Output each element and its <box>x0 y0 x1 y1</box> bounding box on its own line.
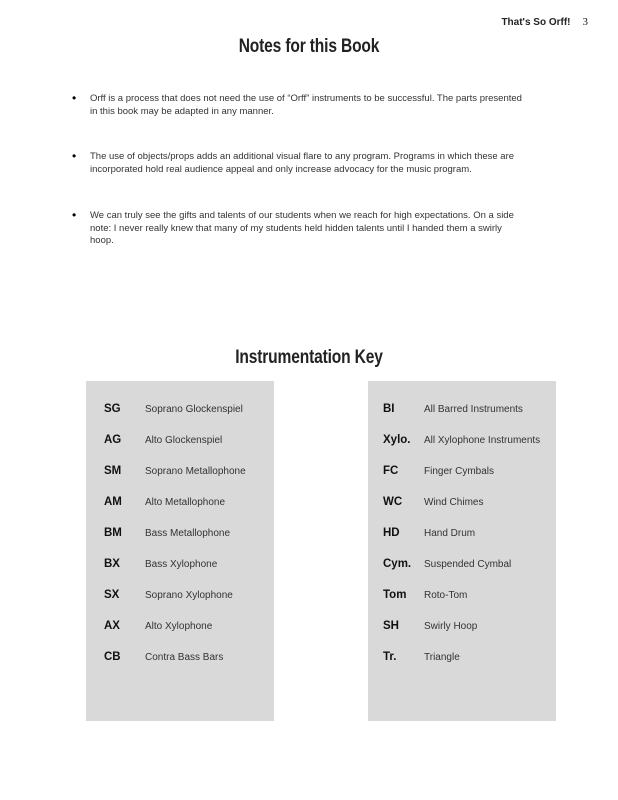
key-row <box>368 465 494 485</box>
instrument-name: Bass Metallophone <box>145 528 231 539</box>
bullet-icon: • <box>72 91 77 105</box>
book-title: That's So Orff! <box>501 17 571 28</box>
instrument-abbreviation: AX <box>104 620 120 632</box>
instrument-name: Alto Glockenspiel <box>145 435 223 446</box>
instrument-abbreviation: SM <box>104 465 122 477</box>
instrument-name: Soprano Metallophone <box>145 466 246 477</box>
instrument-abbreviation: AG <box>104 434 122 446</box>
note-item <box>72 210 528 248</box>
bullet-icon: • <box>72 149 77 163</box>
instrument-key-left-panel <box>86 381 274 721</box>
instrument-name: Bass Xylophone <box>145 559 218 570</box>
instrument-abbreviation: CB <box>104 651 121 663</box>
instrument-abbreviation: BI <box>383 403 395 415</box>
instrument-name: Swirly Hoop <box>424 621 478 632</box>
instrument-abbreviation: Tr. <box>383 651 397 663</box>
key-row <box>368 403 523 423</box>
key-row <box>86 620 212 640</box>
key-row <box>368 496 483 516</box>
instrument-name: Contra Bass Bars <box>145 652 224 663</box>
running-header <box>501 16 588 28</box>
instrument-name: Alto Xylophone <box>145 621 213 632</box>
key-row <box>368 434 540 454</box>
instrument-abbreviation: SX <box>104 589 120 601</box>
key-row <box>368 651 460 671</box>
instrument-name: Roto-Tom <box>424 590 468 601</box>
instrument-abbreviation: HD <box>383 527 400 539</box>
note-item <box>72 93 528 118</box>
key-row <box>86 558 217 578</box>
key-row <box>368 527 475 547</box>
note-text: We can truly see the gifts and talents of our students when we reach for high expectations. On a side note: I never really knew that many of my students held hidden talents until I handed them a swirly hoop. <box>90 210 514 246</box>
instrumentation-key-title: Instrumentation Key <box>235 347 383 368</box>
instrument-abbreviation: SG <box>104 403 121 415</box>
bullet-icon: • <box>72 208 77 222</box>
key-row <box>368 558 511 578</box>
instrument-abbreviation: FC <box>383 465 399 477</box>
key-row <box>368 620 477 640</box>
instrument-abbreviation: Tom <box>383 589 407 601</box>
key-row <box>368 589 467 609</box>
instrument-abbreviation: SH <box>383 620 399 632</box>
instrument-abbreviation: BX <box>104 558 120 570</box>
key-row <box>86 496 225 516</box>
key-row <box>86 589 233 609</box>
instrument-name: Soprano Glockenspiel <box>145 404 243 415</box>
instrument-abbreviation: Xylo. <box>383 434 411 446</box>
key-row <box>86 434 222 454</box>
instrument-abbreviation: BM <box>104 527 122 539</box>
instrument-name: Triangle <box>424 652 460 663</box>
instrument-name: Wind Chimes <box>424 497 484 508</box>
key-row <box>86 651 223 671</box>
instrument-name: Soprano Xylophone <box>145 590 233 601</box>
note-item <box>72 151 528 176</box>
notes-title: Notes for this Book <box>238 36 380 57</box>
instrument-abbreviation: Cym. <box>383 558 412 570</box>
notes-list <box>72 93 528 248</box>
instrument-name: Suspended Cymbal <box>424 559 512 570</box>
page-number: 3 <box>582 16 588 28</box>
key-row <box>86 527 230 547</box>
note-text: Orff is a process that does not need the use of “Orff” instruments to be successful. The parts presented in this book may be adapted in any manner. <box>90 93 522 117</box>
key-row <box>86 403 243 423</box>
instrument-name: Hand Drum <box>424 528 476 539</box>
instrument-name: All Barred Instruments <box>424 404 523 415</box>
instrument-name: Finger Cymbals <box>424 466 495 477</box>
instrument-name: All Xylophone Instruments <box>424 435 541 446</box>
note-text: The use of objects/props adds an additional visual flare to any program. Programs in which these are incorporated hold real audience appeal and only increase advocacy for the music program. <box>90 151 515 175</box>
key-row <box>86 465 246 485</box>
instrument-name: Alto Metallophone <box>145 497 226 508</box>
instrument-abbreviation: AM <box>104 496 122 508</box>
instrument-abbreviation: WC <box>383 496 403 508</box>
instrument-key-right-panel <box>368 381 556 721</box>
